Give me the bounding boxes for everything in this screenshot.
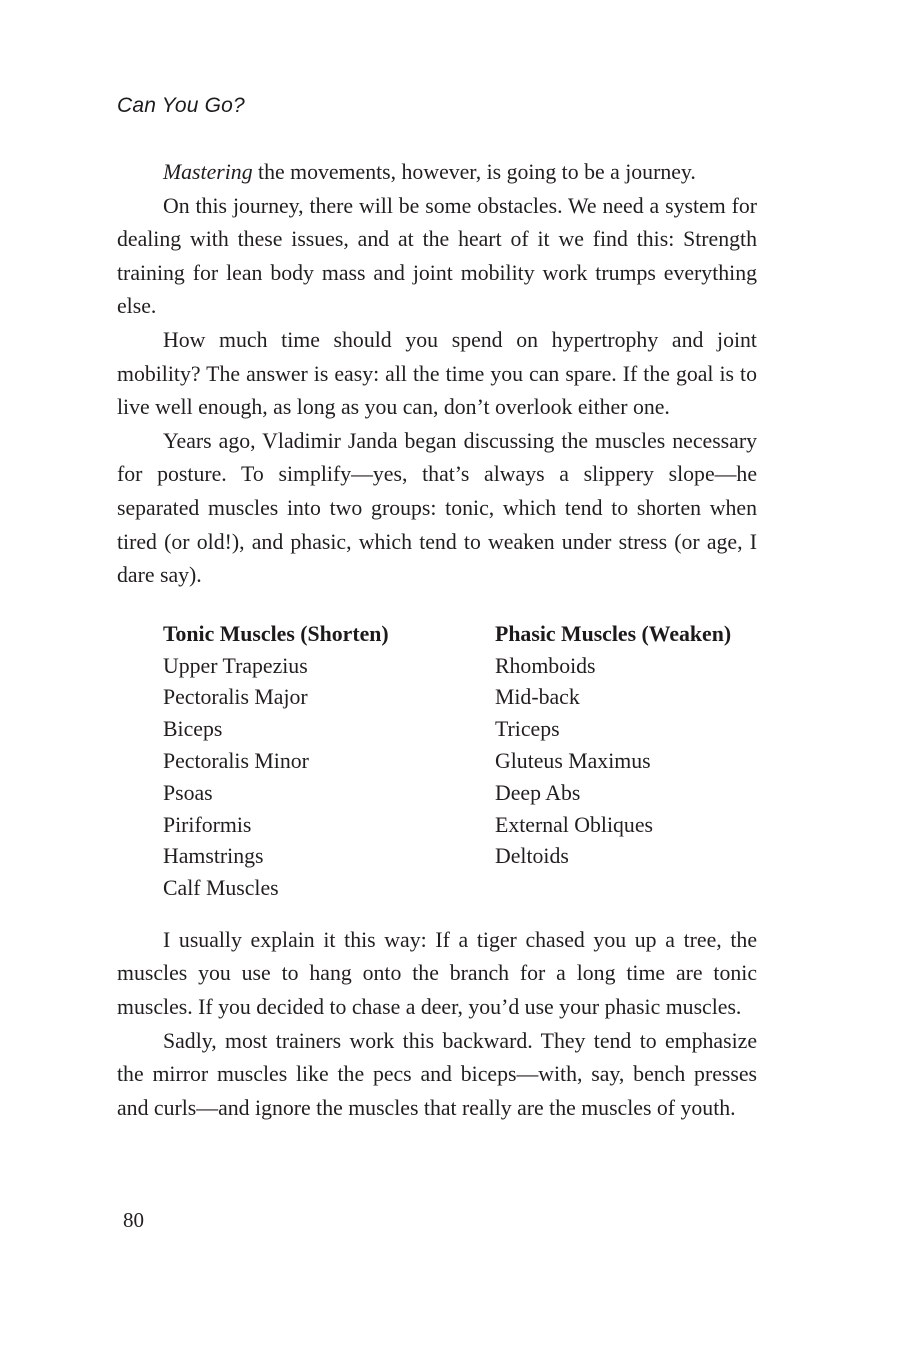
muscle-item: Psoas bbox=[163, 780, 213, 805]
muscle-item: Mid-back bbox=[495, 685, 580, 710]
muscle-item: Gluteus Maximus bbox=[495, 748, 651, 773]
muscle-item: Piriformis bbox=[163, 812, 252, 837]
phasic-column-header: Phasic Muscles (Weaken) bbox=[495, 621, 732, 646]
phasic-muscles-column bbox=[495, 619, 757, 905]
muscle-item: Deltoids bbox=[495, 844, 569, 869]
muscle-item: Hamstrings bbox=[163, 844, 264, 869]
muscle-item: Pectoralis Minor bbox=[163, 748, 309, 773]
running-header: Can You Go? bbox=[117, 94, 245, 117]
paragraph-5: I usually explain it this way: If a tiger chased you up a tree, the muscles you use to hang onto the branch for a long time are tonic muscles. If you decided to chase a deer, you’d use your phasic muscles. bbox=[117, 927, 757, 1020]
body-text-column bbox=[117, 156, 757, 1125]
muscle-table bbox=[117, 619, 757, 905]
paragraph-1-rest: the movements, however, is going to be a journey. bbox=[252, 160, 696, 184]
paragraph-6: Sadly, most trainers work this backward. They tend to emphasize the mirror muscles like the pecs and biceps—with, say, bench presses and curls—and ignore the muscles that really are the muscles of youth. bbox=[117, 1028, 757, 1120]
paragraph-1 bbox=[117, 156, 757, 190]
muscle-item: External Obliques bbox=[495, 812, 653, 837]
tonic-muscles-column bbox=[163, 619, 495, 905]
tonic-column-header: Tonic Muscles (Shorten) bbox=[163, 621, 389, 646]
muscle-item: Biceps bbox=[163, 717, 223, 742]
page-number: 80 bbox=[123, 1208, 144, 1232]
muscle-item: Pectoralis Major bbox=[163, 685, 308, 710]
paragraph-1-italic-lead: Mastering bbox=[163, 160, 253, 184]
muscle-item: Upper Trapezius bbox=[163, 653, 308, 678]
muscle-item: Deep Abs bbox=[495, 780, 581, 805]
muscle-item: Calf Muscles bbox=[163, 876, 279, 901]
paragraph-4: Years ago, Vladimir Janda began discussing the muscles necessary for posture. To simplify—yes, that’s always a slippery slope—he separated muscles into two groups: tonic, which tend to shorten when tired (or old!), and phasic, which tend to weaken under stress (or age, I dare say). bbox=[117, 428, 757, 588]
muscle-item: Rhomboids bbox=[495, 653, 596, 678]
muscle-item: Triceps bbox=[495, 717, 560, 742]
paragraph-3: How much time should you spend on hypertrophy and joint mobility? The answer is easy: all the time you can spare. If the goal is to live well enough, as long as you can, don’t overlook either one. bbox=[117, 327, 757, 420]
paragraph-2: On this journey, there will be some obstacles. We need a system for dealing with these issues, and at the heart of it we find this: Strength training for lean body mass and joint mobility work trumps everything else. bbox=[117, 193, 757, 319]
